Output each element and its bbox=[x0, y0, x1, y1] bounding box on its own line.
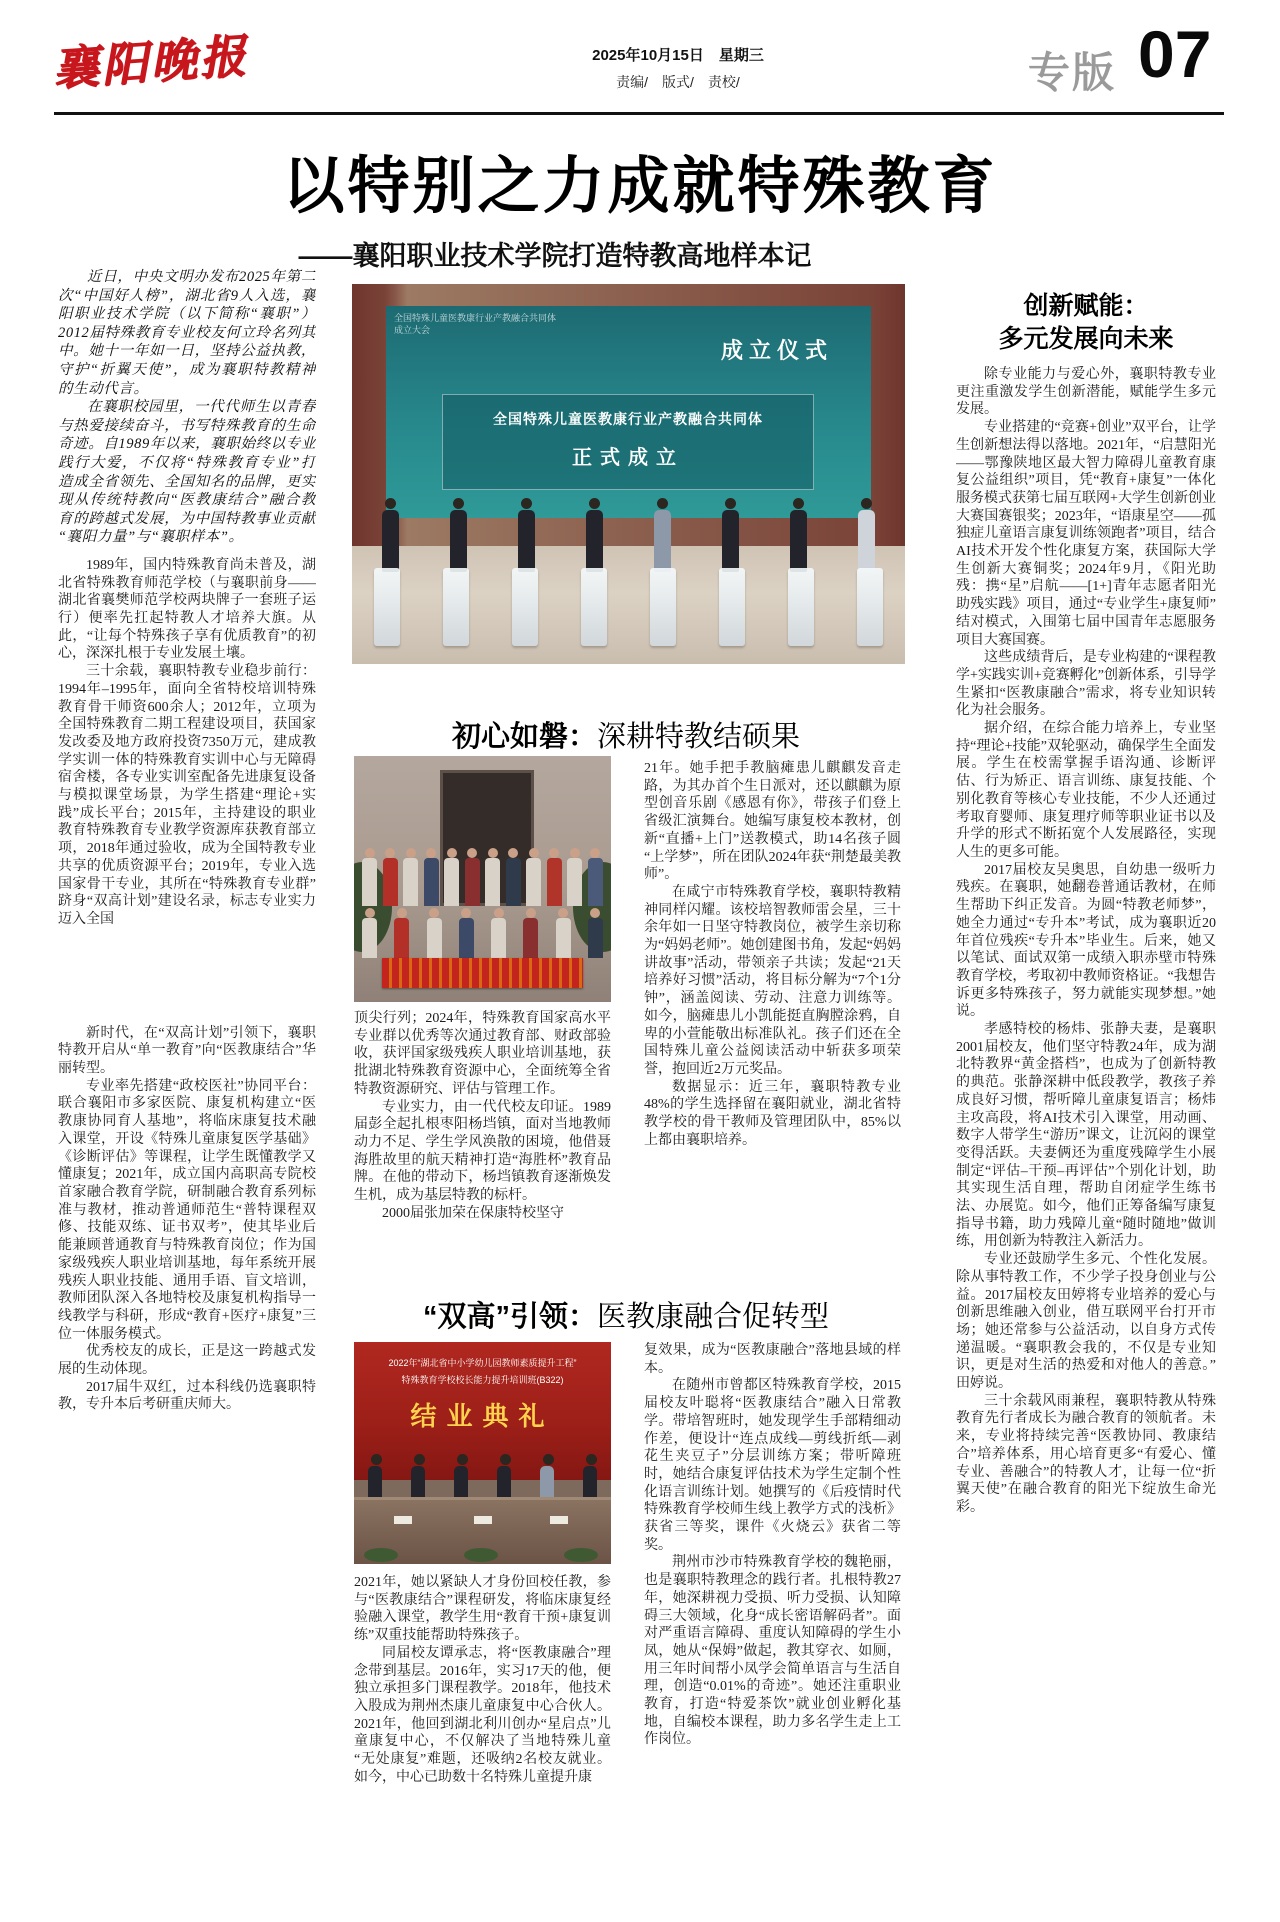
person bbox=[444, 858, 459, 906]
sidebar-heading-line1: 创新赋能： bbox=[1023, 292, 1149, 320]
person bbox=[394, 918, 409, 958]
paragraph: 2017届牛双红，过本科线仍选襄职特教，专升本后考研重庆师大。 bbox=[58, 1379, 316, 1413]
paragraph: 在襄职校园里，一代代师生以青春与热爱接续奋斗，书写特殊教育的生命奇迹。自1989年以来，襄职始终以专业践行大爱，不仅将“特殊教育专业”打造成全省领先、全国知名的品牌，更实现从传统特教向“医教康结合”融合教育的跨越式发展，为中国特教事业贡献“襄阳力量”与“襄职样本”。 bbox=[58, 399, 316, 546]
backdrop-line1: 2022年“湖北省中小学幼儿园教师素质提升工程” bbox=[388, 1358, 577, 1368]
led-screen bbox=[386, 306, 871, 518]
sub-headline: ——襄阳职业技术学院打造特教高地样本记 bbox=[298, 241, 812, 271]
podium bbox=[719, 568, 745, 646]
edition-label: 专版 bbox=[1028, 49, 1117, 96]
masthead-rule bbox=[54, 112, 1224, 115]
podium bbox=[581, 568, 607, 646]
transform-paragraphs bbox=[58, 1025, 316, 1414]
paragraphs bbox=[644, 1342, 901, 1749]
photo-founding-ceremony bbox=[352, 284, 905, 664]
paragraphs bbox=[354, 1010, 611, 1222]
section2-heading-rest: 医教康融合促转型 bbox=[597, 1301, 830, 1333]
person bbox=[362, 918, 377, 958]
column-3-section1 bbox=[644, 760, 901, 1302]
masthead-info bbox=[578, 44, 778, 92]
paragraph: 据介绍，在综合能力培养上，专业坚持“理论+技能”双轮驱动，确保学生全面发展。学生在校需掌握手语沟通、诊断评估、行为矫正、语言训练、康复技能、个别化教育等核心专业技能，不少人还通过考取育婴师、康复理疗师等职业证书以及升学的形式不断拓宽个人发展路径，实现人生的更多可能。 bbox=[956, 721, 1216, 860]
paragraph: 21年。她手把手教脑瘫患儿麒麒发音走路，为其办首个生日派对，还以麒麒为原型创音乐剧《感恩有你》，带孩子们登上省级汇演舞台。她编写康复校本教材，创新“直播+上门”送教模式，助14名孩子圆“上学梦”，所在团队2024年获“荆楚最美教师”。 bbox=[644, 761, 901, 883]
paper bbox=[394, 1516, 412, 1524]
person bbox=[491, 918, 506, 958]
person-silhouette bbox=[450, 510, 467, 572]
section1-heading bbox=[352, 714, 900, 755]
plant bbox=[364, 1548, 398, 1562]
person-silhouette bbox=[654, 510, 671, 572]
person bbox=[485, 858, 500, 906]
person bbox=[465, 858, 480, 906]
paragraph: 专业实力，由一代代校友印证。1989届彭全起扎根枣阳杨垱镇，面对当地教师动力不足、学生学风涣散的困境，他借聂海胜故里的航天精神打造“海胜杯”教育品牌。在他的带动下，杨垱镇教育逐渐焕发生机，成为基层特教的标杆。 bbox=[354, 1099, 611, 1204]
paragraph: 这些成绩背后，是专业构建的“课程教学+实践实训+竞赛孵化”创新体系，引导学生紧扣“医教康融合”需求，将专业知识转化为社会服务。 bbox=[956, 650, 1216, 719]
photo-alumni-group bbox=[354, 756, 611, 1002]
person bbox=[588, 918, 603, 958]
masthead-logo: 襄阳晚报 bbox=[50, 28, 250, 96]
person bbox=[362, 858, 377, 906]
paragraph: 在随州市曾都区特殊教育学校，2015届校友叶聪将“医教康结合”融入日常教学。带培智班时，她发现学生手部精细动作差，便设计“连点成线—剪线折纸—剥花生夹豆子”分层训练方案；带听障班时，她结合康复评估技术为学生定制个性化语言训练计划。她撰写的《后疫情时代特殊教育学校师生线上教学方式的浅析》获省三等奖，课件《火烧云》获省二等奖。 bbox=[644, 1378, 901, 1553]
photo-training-ceremony bbox=[354, 1342, 611, 1564]
paragraph: 专业率先搭建“政校医社”协同平台：联合襄阳市多家医院、康复机构建立“医教康协同育人基地”，将临床康复技术融入课堂，开设《特殊儿童康复医学基础》《诊断评估》等课程，让学生既懂教学又懂康复；2021年，成立国内高职高专院校首家融合教育学院，研制融合教育系列标准与教材，推动普通师范生“普特课程双修、技能双练、证书双考”，使其毕业后能兼顾普通教育与特殊教育岗位；作为国家级残疾人职业培训基地，每年系统开展残疾人职业技能、通用手语、盲文培训，教师团队深入各地特校及康复机构指导一线教学与科研，形成“教育+医疗+康复”三位一体服务模式。 bbox=[58, 1078, 316, 1342]
column-2-section1 bbox=[354, 1010, 611, 1332]
paragraph: 专业还鼓励学生多元、个性化发展。除从事特教工作，不少学子投身创业与公益。2017届校友田婷将专业培养的爱心与创新思维融入创业，借互联网平台打开市场；她还常参与公益活动，以自身方式传递温暖。“襄职教会我的，不仅是专业知识，更是对生活的热爱和对他人的善意。”田婷说。 bbox=[956, 1252, 1216, 1392]
person bbox=[424, 858, 439, 906]
paragraph: 数据显示：近三年，襄职特教专业48%的学生选择留在襄阳就业，湖北省特教学校的骨干教师及管理团队中，85%以上都由襄职培养。 bbox=[644, 1079, 901, 1148]
page-number: 07 bbox=[1138, 17, 1212, 91]
date-line: 2025年10月15日 星期三 bbox=[592, 47, 764, 64]
people-back-row bbox=[362, 848, 603, 906]
paragraph: 三十余载，襄职特教专业稳步前行：1994年–1995年，面向全省特校培训特殊教育骨干师资600余人；2012年，立项为全国特殊教育二期工程建设项目，获国家发改委及地方政府投资7350万元，建成教学实训一体的特殊教育实训中心与无障碍宿舍楼，各专业实训室配备先进康复设备与模拟课堂场景，为学生搭建“理论+实践”成长平台；2015年，主持建设的职业教育特殊教育专业教学资源库获教育部立项，2018年通过验收，成为全国特教专业共享的优质资源平台；2019年，专业入选国家骨干专业，其所在“特殊教育专业群”跻身“双高计划”建设名录，标志专业实力迈入全国 bbox=[58, 664, 316, 927]
podium bbox=[788, 568, 814, 646]
screen-panel bbox=[442, 394, 814, 490]
paragraph: 同届校友谭承志，将“医教康融合”理念带到基层。2016年，实习17天的他，便独立承担多门课程教学。2018年，他技术入股成为荆州杰康儿童康复中心合伙人。2021年，他回到湖北利川创办“星启点”儿童康复中心，不仅解决了当地特殊儿童“无处康复”难题，还吸纳2名校友就业。如今，中心已助数十名特殊儿童提升康 bbox=[354, 1645, 611, 1785]
person-silhouette bbox=[518, 510, 535, 572]
red-banner bbox=[382, 958, 583, 988]
person-silhouette bbox=[790, 510, 807, 572]
section1-heading-rest: 深耕特教结硕果 bbox=[597, 721, 801, 753]
person bbox=[523, 918, 538, 958]
person bbox=[403, 858, 418, 906]
history-paragraphs bbox=[58, 557, 316, 929]
paragraphs bbox=[956, 366, 1216, 1517]
podium bbox=[512, 568, 538, 646]
person-silhouette bbox=[722, 510, 739, 572]
paragraphs bbox=[644, 760, 901, 1149]
column-4 bbox=[956, 366, 1216, 1912]
sidebar-heading-line2: 多元发展向未来 bbox=[998, 325, 1174, 353]
person-silhouette bbox=[382, 510, 399, 572]
backdrop-title: 结业典礼 bbox=[410, 1401, 555, 1431]
person bbox=[427, 918, 442, 958]
podium bbox=[857, 568, 883, 646]
paragraph: 专业搭建的“竞赛+创业”双平台，让学生创新想法得以落地。2021年，“启慧阳光——鄂豫陕地区最大智力障碍儿童教育康复公益组织”项目，凭“教育+康复”一体化服务模式获第七届互联网+大学生创新创业大赛国赛银奖；2023年，“语康星空——孤独症儿童语言康复训练领跑者”项目，结合AI技术开发个性化康复方案，获国际大学生创新大赛铜奖；2024年9月，《阳光助残：携“星”启航——[1+]青年志愿者阳光助残实践》项目，通过“专业学生+康复师”结对模式，入围第七届中国青年志愿服务项目大赛国赛。 bbox=[956, 420, 1216, 648]
person bbox=[588, 858, 603, 906]
paragraph: 顶尖行列；2024年，特殊教育国家高水平专业群以优秀等次通过教育部、财政部验收，获评国家级残疾人职业培训基地，获批湖北特殊教育资源中心，全面统筹全省特教资源研究、评估与管理工作。 bbox=[354, 1011, 611, 1097]
person bbox=[547, 858, 562, 906]
person bbox=[506, 858, 521, 906]
paragraph: 在咸宁市特殊教育学校，襄职特教精神同样闪耀。该校培智教师雷会星，三十余年如一日坚守特教岗位，被学生亲切称为“妈妈老师”。她创建图书角，发起“妈妈讲故事”活动，带领亲子共读；发起“21天培养好习惯”活动，将目标分解为“7个1分钟”，涵盖阅读、劳动、注意力训练等。如今，脑瘫患儿小凯能挺直胸膛涂鸦，自卑的小萱能敬出标准队礼。孩子们还在全国特殊儿童公益阅读活动中斩获多项荣誉，抱回近2万元奖品。 bbox=[644, 884, 901, 1077]
paragraphs bbox=[354, 1574, 611, 1786]
people-row bbox=[382, 488, 875, 572]
paragraph: 复效果，成为“医教康融合”落地县域的样本。 bbox=[644, 1343, 901, 1376]
paragraph: 优秀校友的成长，正是这一跨越式发展的生动体现。 bbox=[58, 1344, 316, 1378]
podium bbox=[374, 568, 400, 646]
sidebar-heading bbox=[956, 290, 1216, 356]
paragraph: 三十余载风雨兼程，襄职特教从特殊教育先行者成长为融合教育的领航者。未来，专业将持续完善“医教协同、教康结合”培养体系，用心培育更多“有爱心、懂专业、善融合”的特教人才，让每一位“折翼天使”在融合教育的阳光下绽放生命光彩。 bbox=[956, 1393, 1216, 1515]
section2-heading-bold: “双高”引领： bbox=[422, 1301, 597, 1333]
paragraph: 新时代，在“双高计划”引领下，襄职特教开启从“单一教育”向“医教康结合”华丽转型。 bbox=[58, 1025, 316, 1077]
column-2-section2 bbox=[354, 1574, 611, 1910]
people-row bbox=[368, 1458, 597, 1502]
section2-heading bbox=[352, 1294, 900, 1335]
section-spacer bbox=[58, 929, 316, 1025]
paragraph: 除专业能力与爱心外，襄职特教专业更注重激发学生创新潜能，赋能学生多元发展。 bbox=[956, 367, 1216, 418]
photo-watermark: 全国特殊儿童医教康行业产教融合共同体 成立大会 bbox=[394, 313, 557, 335]
person bbox=[459, 918, 474, 958]
plant bbox=[564, 1548, 598, 1562]
paragraph: 荆州市沙市特殊教育学校的魏艳丽，也是襄职特教理念的践行者。扎根特教27年，她深耕视力受损、听力受损、认知障碍三大领域，化身“成长密语解码者”。面对严重语言障碍、重度认知障碍的学生小凤，她从“保姆”做起，教其穿衣、如厕，用三年时间帮小凤学会简单语言与生活自理，创造“0.01%的奇迹”。她还注重职业教育，打造“特爱茶饮”就业创业孵化基地，自编校本课程，助力多名学生走上工作岗位。 bbox=[644, 1555, 901, 1748]
column-3-section2 bbox=[644, 1342, 901, 1910]
divider-gap bbox=[58, 547, 316, 557]
podium bbox=[443, 568, 469, 646]
plant bbox=[464, 1548, 498, 1562]
podium bbox=[650, 568, 676, 646]
intro-paragraphs bbox=[58, 268, 316, 547]
main-headline: 以特别之力成就特殊教育 bbox=[282, 152, 998, 221]
person-silhouette bbox=[858, 510, 875, 572]
paragraph: 1989年，国内特殊教育尚未普及，湖北省特殊教育师范学校（与襄职前身——湖北省襄樊师范学校两块牌子一套班子运行）便率先扛起特教人才培养大旗。从此，“让每个特殊孩子享有优质教育”的初心，深深扎根于专业发展土壤。 bbox=[58, 557, 316, 662]
paper bbox=[550, 1516, 568, 1524]
screen-subtitle: 正式成立 bbox=[572, 447, 684, 469]
staff-line: 责编/ 版式/ 责校/ bbox=[616, 74, 740, 90]
section1-heading-bold: 初心如磐： bbox=[451, 721, 597, 753]
screen-title: 全国特殊儿童医教康行业产教融合共同体 bbox=[493, 411, 763, 427]
paper bbox=[474, 1516, 492, 1524]
paragraph: 2000届张加荣在保康特校坚守 bbox=[382, 1205, 564, 1221]
person bbox=[567, 858, 582, 906]
paragraph: 近日，中央文明办发布2025年第二次“中国好人榜”，湖北省9人入选，襄阳职业技术学院（以下简称“襄职”）2012届特殊教育专业校友何立玲名列其中。她十一年如一日，坚持公益执教，守护“折翼天使”，成为襄职特教精神的生动代言。 bbox=[58, 269, 316, 397]
paragraph: 孝感特校的杨炜、张静夫妻，是襄职2001届校友，他们坚守特教24年，成为湖北特教界“黄金搭档”，也成为了创新特教的典范。张静深耕中低段教学，教孩子养成良好习惯，帮听障儿童康复语言；杨炜主攻高段，将AI技术引入课堂，用动画、数字人带学生“游历”课文，让沉闷的课堂变得活跃。夫妻俩还为重度残障学生小展制定“评估–干预–再评估”个别化计划，助其实现生活自理，帮助自闭症学生练书法、办展览。如今，他们正筹备编写康复指导书籍，助力残障儿童“随时随地”做训练，用创新为特教注入新活力。 bbox=[956, 1022, 1216, 1250]
people-front-row bbox=[362, 912, 603, 958]
person bbox=[556, 918, 571, 958]
paragraph: 2017届校友吴奥思，自幼患一级听力残疾。在襄职，她翻卷普通话教材，在师生帮助下纠正发音。为圆“特教老师梦”，她全力通过“专升本”考试，成为襄职近20年首位残疾“专升本”毕业生。后来，她又以笔试、面试双第一成绩入职赤壁市特殊教育学校，考取初中教师资格证。“我想告诉更多特殊孩子，努力就能实现梦想。”她说。 bbox=[956, 862, 1216, 1020]
person bbox=[383, 858, 398, 906]
backdrop-line2: 特殊教育学校校长能力提升培训班(B322) bbox=[401, 1375, 564, 1385]
paragraph: 2021年，她以紧缺人才身份回校任教，参与“医教康结合”课程研发，将临床康复经验融入课堂，教学生用“教育干预+康复训练”双重技能帮助特殊孩子。 bbox=[354, 1575, 611, 1644]
column-1 bbox=[58, 268, 316, 1918]
podium-row bbox=[374, 568, 883, 646]
person-silhouette bbox=[586, 510, 603, 572]
person bbox=[526, 858, 541, 906]
screen-label: 成立仪式 bbox=[720, 338, 833, 363]
